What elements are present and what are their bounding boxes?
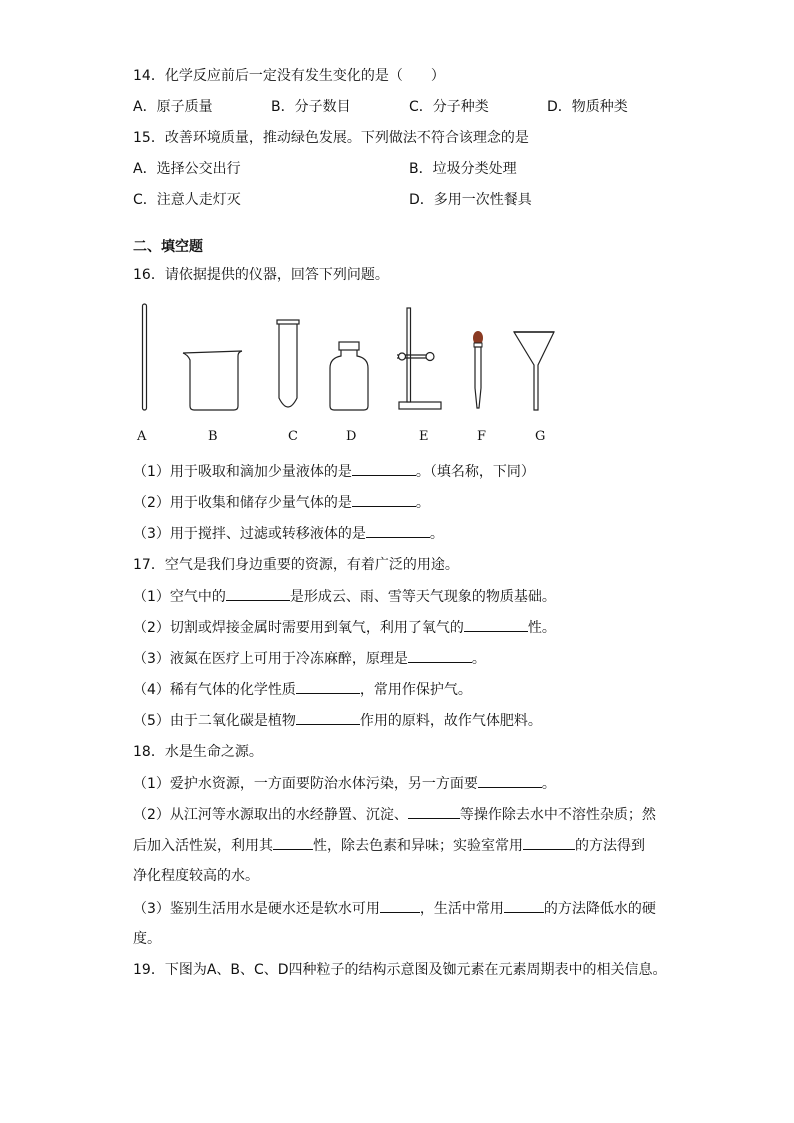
answer-blank[interactable]: [504, 898, 544, 913]
answer-blank[interactable]: [478, 773, 542, 788]
q16-stem: 16．请依据提供的仪器，回答下列问题。: [133, 267, 389, 283]
apparatus-label-g: G: [535, 429, 546, 444]
q15-option-d[interactable]: D．多用一次性餐具: [409, 192, 532, 208]
q18-part-3-line-2: 度。: [133, 931, 161, 947]
q17-part-4: （4）稀有气体的化学性质 ，常用作保护气。: [133, 679, 472, 700]
apparatus-label-d: D: [346, 429, 357, 444]
glass-rod-icon: [143, 304, 147, 410]
q19-stem: 19．下图为A、B、C、D四种粒子的结构示意图及铷元素在元素周期表中的相关信息。: [133, 962, 667, 978]
apparatus-figure: [120, 298, 580, 416]
q14-option-c[interactable]: C．分子种类: [409, 99, 489, 115]
answer-blank[interactable]: [352, 492, 416, 507]
q17-stem: 17．空气是我们身边重要的资源，有着广泛的用途。: [133, 557, 459, 573]
apparatus-label-e: E: [419, 429, 429, 444]
answer-blank[interactable]: [226, 586, 290, 601]
q18-part-3-line-1: （3）鉴别生活用水是硬水还是软水可用 ，生活中常用 的方法降低水的硬: [133, 898, 656, 919]
q15-option-c[interactable]: C．注意人走灯灭: [133, 192, 241, 208]
gas-jar-icon: [330, 342, 368, 410]
q18-part-2-line-1: （2）从江河等水源取出的水经静置、沉淀、 等操作除去水中不溶性杂质；然: [133, 804, 656, 825]
q16-part-1: （1）用于吸取和滴加少量液体的是 。（填名称，下同）: [133, 461, 535, 482]
q14-option-b[interactable]: B．分子数目: [271, 99, 351, 115]
answer-blank[interactable]: [352, 461, 416, 476]
apparatus-label-c: C: [288, 429, 298, 444]
q15-stem: 15．改善环境质量，推动绿色发展。下列做法不符合该理念的是: [133, 130, 529, 146]
q16-part-2: （2）用于收集和储存少量气体的是 。: [133, 492, 430, 513]
answer-blank[interactable]: [408, 804, 460, 819]
apparatus-label-f: F: [477, 429, 487, 444]
funnel-icon: [514, 332, 554, 410]
answer-blank[interactable]: [366, 523, 430, 538]
answer-blank[interactable]: [464, 617, 528, 632]
answer-blank[interactable]: [408, 648, 472, 663]
q18-stem: 18．水是生命之源。: [133, 744, 263, 760]
iron-stand-icon: [397, 308, 441, 409]
q14-option-d[interactable]: D．物质种类: [547, 99, 628, 115]
q18-part-1: （1）爱护水资源，一方面要防治水体污染，另一方面要 。: [133, 773, 556, 794]
q18-part-2-line-2: 后加入活性炭，利用其 性，除去色素和异味；实验室常用 的方法得到: [133, 835, 645, 856]
answer-blank[interactable]: [380, 898, 420, 913]
apparatus-label-a: A: [137, 429, 147, 444]
q15-option-b[interactable]: B．垃圾分类处理: [409, 161, 517, 177]
answer-blank[interactable]: [523, 835, 575, 850]
q14-stem: 14．化学反应前后一定没有发生变化的是（ ）: [133, 68, 445, 84]
answer-blank[interactable]: [273, 835, 313, 850]
q17-part-1: （1）空气中的 是形成云、雨、雪等天气现象的物质基础。: [133, 586, 556, 607]
q18-part-2-line-3: 净化程度较高的水。: [133, 868, 259, 884]
answer-blank[interactable]: [296, 679, 360, 694]
answer-blank[interactable]: [296, 710, 360, 725]
beaker-icon: [183, 351, 242, 410]
section-title: 二、填空题: [133, 239, 203, 255]
apparatus-label-b: B: [208, 429, 218, 444]
q17-part-2: （2）切割或焊接金属时需要用到氧气，利用了氧气的 性。: [133, 617, 556, 638]
dropper-icon: [473, 331, 483, 408]
q14-option-a[interactable]: A．原子质量: [133, 99, 213, 115]
q17-part-3: （3）液氮在医疗上可用于冷冻麻醉，原理是 。: [133, 648, 486, 669]
q16-part-3: （3）用于搅拌、过滤或转移液体的是 。: [133, 523, 444, 544]
q17-part-5: （5）由于二氧化碳是植物 作用的原料，故作气体肥料。: [133, 710, 542, 731]
q15-option-a[interactable]: A．选择公交出行: [133, 161, 241, 177]
test-tube-icon: [277, 320, 299, 407]
